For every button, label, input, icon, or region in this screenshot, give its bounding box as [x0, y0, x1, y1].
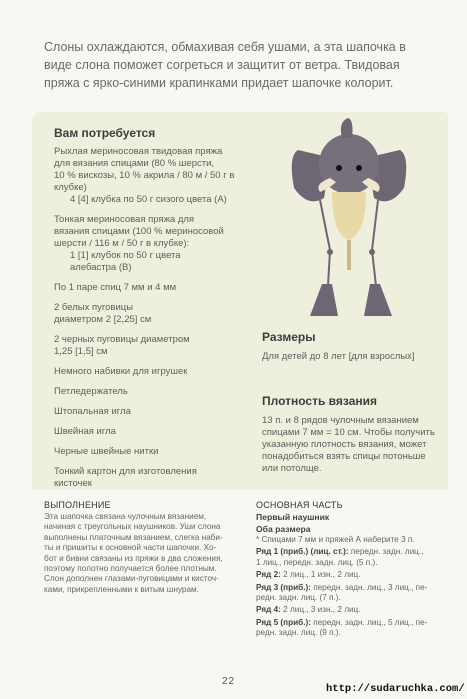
material-line: Рыхлая мериносовая твидовая пряжа	[54, 146, 223, 157]
row-text: передн. задн. лиц.,	[348, 547, 424, 557]
cast-on-line: * Спицами 7 мм и пряжей А наберите 3 п.	[256, 535, 415, 544]
performance-section	[44, 500, 234, 595]
density-heading: Плотность вязания	[262, 394, 378, 408]
row-text: 2 лиц., 1 изн., 2 лиц.	[280, 570, 361, 580]
material-line: для вязания спицами (80 % шерсти,	[54, 158, 215, 169]
row-text: передн. задн. лиц., 3 лиц., пе-	[310, 582, 428, 592]
performance-line: выполнены платочным вязанием, слегка наби-	[44, 532, 223, 542]
performance-line: начиная с треугольных наушников. Уши слона	[44, 522, 221, 532]
sizes-section	[262, 330, 442, 363]
material-line: 1 [1] клубок по 50 г цвета	[70, 250, 181, 261]
material-line: Тонкий картон для изготовления	[54, 466, 197, 477]
material-line: Тонкая мериносовая пряжа для	[54, 214, 195, 225]
row-instruction	[256, 605, 446, 615]
material-item	[54, 146, 244, 206]
cord-left	[320, 200, 330, 286]
sizes-heading: Размеры	[262, 330, 316, 344]
watermark-link[interactable]: http://sudaruchka.com/	[326, 683, 465, 695]
intro-paragraph	[44, 38, 444, 92]
material-line: кисточек	[54, 478, 92, 489]
material-line: 4 [4] клубка по 50 г сизого цвета (А)	[70, 194, 227, 205]
material-line: диаметром 2 [2,25] см	[54, 314, 152, 325]
performance-line: Эта шапочка связана чулочным вязанием,	[44, 512, 207, 521]
material-item	[54, 466, 244, 490]
cord-ball-left	[327, 249, 333, 255]
performance-line: поэтому полотно получается более плотным.	[44, 564, 217, 574]
hat-eye-left	[336, 165, 342, 171]
intro-line: виде слона поможет согреться и защитит от ветра. Твидовая	[44, 58, 400, 72]
material-line: 1,25 [1,5] см	[54, 346, 108, 357]
row-text: передн. задн. лиц., 5 лиц., пе-	[310, 617, 428, 627]
material-item	[54, 334, 244, 358]
density-line: указанную плотность вязания, может	[262, 439, 427, 450]
mannequin-stand	[347, 240, 351, 270]
row-text: редн. задн. лиц. (9 п.).	[256, 628, 341, 638]
material-line: 10 % вискозы, 10 % акрила / 80 м / 50 г в	[54, 170, 235, 181]
material-item: По 1 паре спиц 7 мм и 4 мм	[54, 282, 177, 293]
row-label: Ряд 2:	[256, 570, 281, 580]
tassel-left	[310, 284, 338, 316]
density-line: или потолще.	[262, 463, 322, 474]
row-label: Ряд 1 (приб.) (лиц. ст.):	[256, 547, 349, 557]
sizes-text: Для детей до 8 лет [для взрослых]	[262, 351, 415, 362]
row-instruction	[256, 547, 446, 568]
density-line: спицами 7 мм = 10 см. Чтобы получить	[262, 427, 435, 438]
density-section	[262, 394, 444, 475]
hat-eye-right	[356, 165, 362, 171]
density-line: 13 п. и 8 рядов чулочным вязанием	[262, 415, 419, 426]
material-line: шерсти / 116 м / 50 г в клубке):	[54, 238, 190, 249]
page-number: 22	[222, 676, 236, 687]
material-item: Петледержатель	[54, 386, 128, 397]
cord-ball-right	[369, 249, 375, 255]
row-instruction	[256, 618, 446, 639]
row-label: Ряд 4:	[256, 605, 281, 615]
intro-line: Слоны охлаждаются, обмахивая себя ушами, а эта шапочка в	[44, 40, 406, 54]
performance-line: ками, прикрепленными к витым шнурам.	[44, 584, 199, 594]
row-text: 1 лиц., передн. задн. лиц. (5 п.).	[256, 557, 378, 567]
intro-line: пряжа с ярко-синими крапинками придает шапочке колорит.	[44, 76, 394, 90]
material-line: 2 черных пуговицы диаметром	[54, 334, 190, 345]
material-item: Немного набивки для игрушек	[54, 366, 188, 377]
materials-section	[54, 126, 244, 498]
performance-line: ты и пришиты к основной части шапочки. Хо-	[44, 543, 217, 553]
row-instruction	[256, 583, 446, 604]
mannequin-head	[332, 192, 366, 240]
material-item	[54, 214, 244, 274]
material-item: Швейная игла	[54, 426, 116, 437]
material-line: 2 белых пуговицы	[54, 302, 134, 313]
row-label: Ряд 5 (приб.):	[256, 617, 311, 627]
row-instruction	[256, 570, 446, 580]
material-item: Штопальная игла	[54, 406, 131, 417]
performance-line: Слон дополнен глазами-пуговицами и кисточ-	[44, 574, 219, 584]
row-text: редн. задн. лиц. (7 п.).	[256, 593, 341, 603]
elephant-hat-photo	[284, 116, 414, 322]
material-item	[54, 302, 244, 326]
materials-heading: Вам потребуется	[54, 126, 156, 140]
subheading: Первый наушник	[256, 512, 330, 522]
main-part-title: ОСНОВНАЯ ЧАСТЬ	[256, 500, 343, 510]
cord-right	[372, 200, 378, 286]
performance-title: ВЫПОЛНЕНИЕ	[44, 500, 111, 510]
tassel-right	[364, 284, 392, 316]
row-label: Ряд 3 (приб.):	[256, 582, 311, 592]
hat-trunk	[341, 118, 353, 138]
main-part-section	[256, 500, 446, 641]
performance-line: бот и бивни связаны из пряжи в два сложения,	[44, 553, 223, 563]
material-line: клубке)	[54, 182, 87, 193]
material-line: алебастра (B)	[70, 262, 132, 273]
material-line: вязания спицами (100 % мериносовой	[54, 226, 224, 237]
density-line: понадобиться взять спицы потоньше	[262, 451, 426, 462]
material-item: Черные швейные нитки	[54, 446, 159, 457]
subheading: Оба размера	[256, 524, 311, 534]
row-text: 2 лиц., 3 изн., 2 лиц.	[280, 605, 361, 615]
